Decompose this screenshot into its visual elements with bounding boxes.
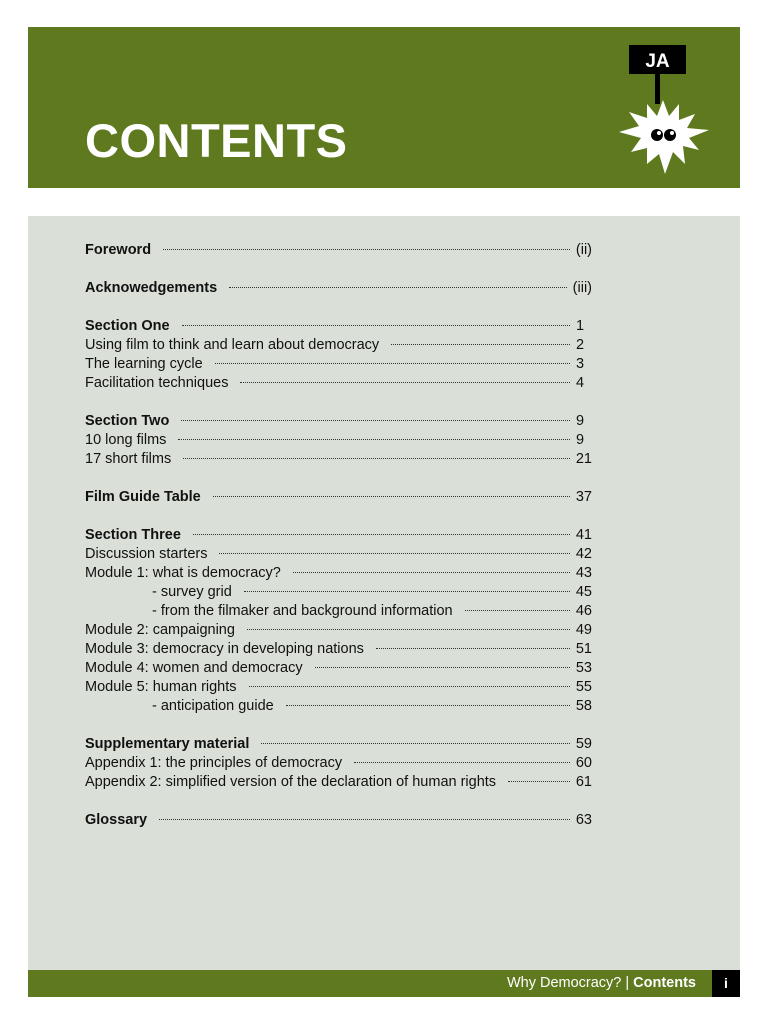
toc-entry[interactable] [85, 773, 592, 792]
dot-leader [391, 344, 570, 345]
dot-leader [293, 572, 570, 573]
toc-entry-label: The learning cycle [85, 356, 203, 372]
toc-entry[interactable] [85, 735, 592, 754]
dot-leader [182, 325, 570, 326]
toc-entry[interactable] [85, 488, 592, 507]
toc-entry-page: 4 [576, 375, 585, 391]
dot-leader [193, 534, 570, 535]
toc-entry-label: 17 short films [85, 451, 172, 467]
toc-entry[interactable] [85, 545, 592, 564]
dot-leader [354, 762, 570, 763]
dot-leader [249, 686, 570, 687]
toc-entry[interactable] [85, 564, 592, 583]
toc-entry[interactable] [85, 526, 592, 545]
toc-entry[interactable] [85, 431, 592, 450]
toc-entry-page: 58 [575, 698, 592, 714]
toc-entry-page: 59 [575, 736, 592, 752]
dot-leader [261, 743, 569, 744]
toc-entry[interactable] [85, 336, 592, 355]
dot-leader [465, 610, 570, 611]
toc-entry[interactable] [85, 355, 592, 374]
header-banner [28, 27, 740, 188]
toc-entry-page: 9 [576, 432, 585, 448]
dot-leader [376, 648, 570, 649]
footer-section: Contents [633, 975, 696, 991]
dot-leader [229, 287, 567, 288]
toc-entry-label: Section One [85, 318, 170, 334]
toc-entry-label: Supplementary material [85, 736, 250, 752]
dot-leader [219, 553, 569, 554]
toc-entry-label: Module 1: what is democracy? [85, 565, 281, 581]
toc-entry-label: Discussion starters [85, 546, 208, 562]
footer-running-title [507, 970, 696, 997]
toc-entry-label: Module 4: women and democracy [85, 660, 303, 676]
toc-entry-label: Section Three [85, 527, 181, 543]
toc-entry[interactable] [85, 697, 592, 716]
dot-leader [181, 420, 570, 421]
dot-leader [508, 781, 570, 782]
dot-leader [315, 667, 570, 668]
table-of-contents [85, 241, 592, 830]
toc-entry-page: (ii) [575, 242, 592, 258]
toc-entry-page: 43 [575, 565, 592, 581]
footer-separator: | [625, 975, 630, 991]
dot-leader [183, 458, 570, 459]
toc-entry-page: 21 [575, 451, 592, 467]
toc-entry-label: Module 5: human rights [85, 679, 237, 695]
toc-entry[interactable] [85, 678, 592, 697]
dot-leader [178, 439, 570, 440]
toc-entry[interactable] [85, 811, 592, 830]
toc-entry-page: 1 [576, 318, 585, 334]
mascot-sign-text: JA [645, 51, 670, 72]
dot-leader [240, 382, 570, 383]
toc-entry-label: Using film to think and learn about democracy [85, 337, 380, 353]
toc-entry-label: Facilitation techniques [85, 375, 229, 391]
mascot-logo [613, 42, 713, 182]
toc-entry-page: 2 [576, 337, 585, 353]
toc-entry[interactable] [85, 659, 592, 678]
toc-entry-label: Module 3: democracy in developing nations [85, 641, 364, 657]
toc-entry[interactable] [85, 621, 592, 640]
toc-entry-page: 51 [575, 641, 592, 657]
toc-entry[interactable] [85, 754, 592, 773]
toc-entry-page: 9 [576, 413, 585, 429]
dot-leader [213, 496, 570, 497]
toc-entry-page: 3 [576, 356, 585, 372]
toc-entry-page: 42 [575, 546, 592, 562]
toc-entry-page: 55 [575, 679, 592, 695]
dot-leader [163, 249, 570, 250]
page-title: CONTENTS [85, 114, 348, 167]
footer-page-number: i [712, 970, 740, 997]
dot-leader [159, 819, 570, 820]
toc-entry-page: 63 [575, 812, 592, 828]
toc-entry-label: Foreword [85, 242, 152, 258]
toc-entry[interactable] [85, 602, 592, 621]
toc-entry-label: Module 2: campaigning [85, 622, 235, 638]
toc-entry-label: Appendix 2: simplified version of the declaration of human rights [85, 774, 497, 790]
toc-entry-label: - survey grid [152, 584, 232, 600]
dot-leader [215, 363, 570, 364]
toc-entry-label: Appendix 1: the principles of democracy [85, 755, 343, 771]
toc-entry-label: - anticipation guide [152, 698, 274, 714]
toc-entry[interactable] [85, 450, 592, 469]
dot-leader [247, 629, 570, 630]
toc-entry[interactable] [85, 374, 592, 393]
toc-entry[interactable] [85, 317, 592, 336]
toc-entry-page: 45 [575, 584, 592, 600]
toc-entry-page: 53 [575, 660, 592, 676]
toc-entry-label: Section Two [85, 413, 170, 429]
toc-entry-page: 60 [575, 755, 592, 771]
toc-entry-page: 49 [575, 622, 592, 638]
mascot-starburst [619, 100, 709, 174]
toc-entry-page: 61 [575, 774, 592, 790]
toc-entry-page: 41 [575, 527, 592, 543]
toc-entry-page: (iii) [572, 280, 592, 296]
toc-entry[interactable] [85, 241, 592, 260]
toc-entry-page: 37 [575, 489, 592, 505]
toc-entry[interactable] [85, 640, 592, 659]
dot-leader [244, 591, 570, 592]
toc-entry-label: Glossary [85, 812, 148, 828]
toc-entry-page: 46 [575, 603, 592, 619]
toc-entry-label: - from the filmaker and background information [152, 603, 453, 619]
toc-entry-label: Acknowedgements [85, 280, 218, 296]
toc-entry[interactable] [85, 583, 592, 602]
toc-entry[interactable] [85, 279, 592, 298]
toc-entry[interactable] [85, 412, 592, 431]
toc-entry-label: 10 long films [85, 432, 167, 448]
dot-leader [286, 705, 570, 706]
toc-entry-label: Film Guide Table [85, 489, 201, 505]
footer-bar [28, 970, 740, 997]
footer-doc-title: Why Democracy? [506, 975, 622, 991]
